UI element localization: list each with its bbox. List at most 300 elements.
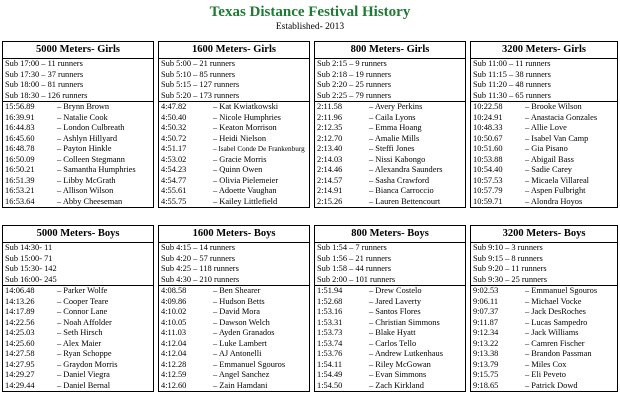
mark-time: 9:11.87	[473, 317, 499, 327]
mark-time: 2:13.40	[317, 144, 343, 153]
top-time-row	[3, 134, 153, 145]
mark-time: 4:47.82	[161, 102, 187, 111]
athlete-name: – Nicole Humphries	[213, 112, 281, 122]
top-time-row	[3, 176, 153, 187]
top-time-row	[315, 297, 465, 308]
mark-time: 10:57.79	[473, 186, 503, 195]
top-time-row	[315, 286, 465, 297]
mark-time: 4:11.03	[161, 328, 187, 337]
athlete-name: – Santos Flores	[369, 307, 421, 316]
athlete-name: – Kailey Littlefield	[213, 196, 278, 206]
sub-threshold-row: Sub 11:00 – 11 runners	[473, 59, 551, 68]
event-title: 5000 Meters- Boys	[3, 226, 153, 243]
mark-time: 1:52.68	[317, 296, 343, 306]
top-time-row	[471, 113, 617, 124]
athlete-name: – Miles Cox	[525, 359, 567, 369]
sub-threshold-row: Sub 17:30 – 37 runners	[5, 69, 84, 79]
top-time-row	[471, 297, 617, 308]
top-times-list	[471, 102, 617, 207]
top-time-row	[159, 307, 309, 318]
event-box-800-meters-girls	[314, 41, 466, 208]
top-time-row	[3, 123, 153, 134]
sub-threshold-row: Sub 11:30 – 65 runners	[473, 90, 551, 100]
athlete-name: – Isabel Van Camp	[525, 133, 589, 143]
sub-threshold-row: Sub 5:10 – 85 runners	[161, 69, 235, 79]
mark-time: 9:02.53	[473, 286, 499, 295]
athlete-name: – Colleen Stegmann	[57, 154, 125, 164]
athlete-name: – Noah Affolder	[57, 317, 112, 327]
top-time-row	[159, 349, 309, 360]
mark-time: 1:53.76	[317, 349, 343, 358]
athlete-name: – Amalie Mills	[369, 133, 420, 143]
athlete-name: – Avery Perkins	[369, 102, 423, 111]
mark-time: 9:13.38	[473, 349, 499, 358]
top-time-row	[315, 134, 465, 145]
mark-time: 4:12.59	[161, 370, 187, 379]
top-time-row	[471, 176, 617, 187]
top-time-row	[3, 307, 153, 318]
top-time-row	[159, 113, 309, 124]
top-time-row	[3, 186, 153, 197]
mark-time: 4:50.32	[161, 123, 187, 132]
top-time-row	[315, 360, 465, 371]
athlete-name: – Samantha Humphries	[57, 165, 136, 174]
athlete-name: – Ryan Schoppe	[57, 349, 112, 358]
mark-time: 16:53.64	[5, 196, 35, 206]
mark-time: 9:13.79	[473, 359, 499, 369]
sub-threshold-row: Sub 15:00- 71	[5, 253, 53, 263]
top-time-row	[315, 123, 465, 134]
top-times-list	[159, 102, 309, 207]
athlete-name: – London Culbreath	[57, 123, 125, 132]
mark-time: 10:57.53	[473, 175, 503, 185]
mark-time: 4:50.72	[161, 133, 187, 143]
top-time-row	[3, 197, 153, 208]
top-time-row	[159, 197, 309, 208]
athlete-name: – Emma Hoang	[369, 123, 422, 132]
mark-time: 4:08.58	[161, 286, 187, 295]
top-time-row	[3, 144, 153, 155]
page-title: Texas Distance Festival History	[209, 4, 411, 20]
athlete-name: – Libby McGrath	[57, 175, 116, 185]
mark-time: 4:12.04	[161, 338, 187, 348]
mark-time: 1:53.16	[317, 307, 343, 316]
top-time-row	[159, 144, 309, 155]
mark-time: 14:06.48	[5, 286, 35, 295]
athlete-name: – Brynn Brown	[57, 102, 110, 111]
mark-time: 14:17.89	[5, 307, 35, 316]
top-time-row	[471, 186, 617, 197]
mark-time: 4:53.02	[161, 154, 187, 164]
mark-time: 16:50.21	[5, 165, 35, 174]
top-times-list	[315, 286, 465, 391]
athlete-name: – Drew Costelo	[369, 286, 422, 295]
mark-time: 9:12.34	[473, 328, 499, 337]
top-time-row	[159, 134, 309, 145]
sub-threshold-row: Sub 11:20 – 48 runners	[473, 80, 551, 89]
mark-time: 4:55.75	[161, 196, 187, 206]
sub-threshold-row: Sub 9:10 – 3 runners	[473, 243, 543, 252]
athlete-name: – Allison Wilson	[57, 186, 114, 195]
athlete-name: – Daniel Bernal	[57, 380, 111, 390]
mark-time: 10:24.91	[473, 112, 503, 122]
mark-time: 14:27.95	[5, 359, 35, 369]
mark-time: 1:53.31	[317, 317, 343, 327]
athlete-name: – Dawson Welch	[213, 317, 270, 327]
sub-threshold-row: Sub 2:15 – 9 runners	[317, 59, 387, 68]
athlete-name: – Kat Kwiatkowski	[213, 102, 279, 111]
sub-threshold-list	[3, 59, 153, 102]
top-time-row	[471, 155, 617, 166]
mark-time: 4:55.61	[161, 186, 187, 195]
mark-time: 4:12.04	[161, 349, 187, 358]
mark-time: 14:13.26	[5, 296, 35, 306]
athlete-name: – Carlos Tello	[369, 338, 417, 348]
mark-time: 14:25.03	[5, 328, 35, 337]
top-time-row	[471, 144, 617, 155]
mark-time: 14:29.27	[5, 370, 35, 379]
athlete-name: – Caila Lyons	[369, 112, 416, 122]
athlete-name: – Allie Love	[525, 123, 567, 132]
top-time-row	[471, 286, 617, 297]
athlete-name: – Graydon Morris	[57, 359, 118, 369]
top-time-row	[315, 155, 465, 166]
top-time-row	[159, 339, 309, 350]
athlete-name: – Brooke Wilson	[525, 102, 582, 111]
top-time-row	[471, 381, 617, 392]
athlete-name: – Parker Wolfe	[57, 286, 108, 295]
top-time-row	[159, 102, 309, 113]
mark-time: 10:48.33	[473, 123, 503, 132]
athlete-name: – Zain Hamdani	[213, 380, 268, 390]
sub-threshold-row: Sub 1:58 – 44 runners	[317, 264, 391, 273]
athlete-name: – Alex Maier	[57, 338, 102, 348]
mark-time: 16:53.21	[5, 186, 35, 195]
athlete-name: – Abby Cheeseman	[57, 196, 123, 206]
top-time-row	[159, 186, 309, 197]
sub-threshold-row: Sub 4:25 – 118 runners	[161, 264, 239, 273]
top-times-list	[471, 286, 617, 391]
top-time-row	[159, 176, 309, 187]
mark-time: 1:53.74	[317, 338, 343, 348]
event-title: 5000 Meters- Girls	[3, 42, 153, 59]
top-time-row	[315, 144, 465, 155]
athlete-name: – Steffi Jones	[369, 144, 415, 153]
sub-threshold-row: Sub 15:30- 142	[5, 264, 57, 273]
top-time-row	[315, 165, 465, 176]
athlete-name: – Brandon Passman	[525, 349, 592, 358]
mark-time: 16:44.83	[5, 123, 35, 132]
mark-time: 4:54.23	[161, 165, 187, 174]
top-times-list	[3, 286, 153, 391]
mark-time: 10:54.40	[473, 165, 503, 174]
mark-time: 2:14.03	[317, 154, 343, 164]
event-title: 1600 Meters- Girls	[159, 42, 309, 59]
athlete-name: – Lauren Bettencourt	[369, 196, 441, 206]
athlete-name: – Cooper Teare	[57, 296, 109, 306]
athlete-name: – Anastacia Gonzales	[525, 112, 598, 122]
top-time-row	[3, 155, 153, 166]
athlete-name: – Alondra Hoyos	[525, 196, 583, 206]
athlete-name: – Hudson Betts	[213, 296, 265, 306]
event-title: 3200 Meters- Boys	[471, 226, 617, 243]
sub-threshold-row: Sub 4:20 – 57 runners	[161, 253, 235, 263]
top-time-row	[3, 102, 153, 113]
top-time-row	[3, 349, 153, 360]
athlete-name: – Keaton Morrison	[213, 123, 277, 132]
mark-time: 9:13.22	[473, 338, 499, 348]
sub-threshold-row: Sub 1:54 – 7 runners	[317, 243, 387, 252]
athlete-name: – Sasha Crawford	[369, 175, 430, 185]
top-time-row	[3, 165, 153, 176]
top-time-row	[315, 328, 465, 339]
mark-time: 16:50.09	[5, 154, 35, 164]
top-time-row	[315, 102, 465, 113]
mark-time: 2:14.91	[317, 186, 343, 195]
sub-threshold-row: Sub 5:15 – 127 runners	[161, 80, 240, 89]
top-time-row	[315, 186, 465, 197]
athlete-name: – Heidi Nielson	[213, 133, 267, 143]
sub-threshold-list	[471, 243, 617, 286]
event-title: 3200 Meters- Girls	[471, 42, 617, 59]
athlete-name: – Natalie Cook	[57, 112, 108, 122]
athlete-name: – Jack DesRoches	[525, 307, 586, 316]
top-time-row	[315, 339, 465, 350]
athlete-name: – Micaela Villareal	[525, 175, 589, 185]
athlete-name: – Seth Hirsch	[57, 328, 103, 337]
top-time-row	[471, 197, 617, 208]
mark-time: 1:54.11	[317, 359, 343, 369]
athlete-name: – Angel Sanchez	[213, 370, 270, 379]
mark-time: 2:14.46	[317, 165, 343, 174]
sub-threshold-row: Sub 5:20 – 173 runners	[161, 90, 240, 100]
athlete-name: – Ben Shearer	[213, 286, 261, 295]
mark-time: 2:14.57	[317, 175, 343, 185]
mark-time: 4:10.05	[161, 317, 187, 327]
top-time-row	[471, 339, 617, 350]
athlete-name: – David Mora	[213, 307, 260, 316]
top-time-row	[471, 360, 617, 371]
athlete-name: – Jared Laverty	[369, 296, 422, 306]
athlete-name: – Emmanuel Sgouros	[525, 286, 598, 295]
top-time-row	[159, 165, 309, 176]
athlete-name: – Patrick Dowd	[525, 380, 578, 390]
mark-time: 1:53.73	[317, 328, 343, 337]
mark-time: 1:51.94	[317, 286, 343, 295]
sub-threshold-row: Sub 16:00- 245	[5, 274, 57, 284]
mark-time: 2:12.35	[317, 123, 343, 132]
event-title: 800 Meters- Girls	[315, 42, 465, 59]
top-time-row	[159, 370, 309, 381]
mark-time: 16:51.39	[5, 175, 35, 185]
top-time-row	[159, 286, 309, 297]
athlete-name: – Andrew Lutkenhaus	[369, 349, 443, 358]
athlete-name: – Abigail Bass	[525, 154, 574, 164]
athlete-name: – Isabel Conde De Frankenburg	[213, 145, 305, 153]
top-time-row	[471, 102, 617, 113]
top-time-row	[3, 370, 153, 381]
mark-time: 2:11.58	[317, 102, 343, 111]
athlete-name: – Olivia Pielemeier	[213, 175, 279, 185]
top-time-row	[3, 360, 153, 371]
sub-threshold-row: Sub 14:30- 11	[5, 243, 53, 252]
top-time-row	[159, 155, 309, 166]
top-times-list	[159, 286, 309, 391]
top-time-row	[159, 123, 309, 134]
athlete-name: – Ayden Granados	[213, 328, 275, 337]
top-time-row	[3, 381, 153, 392]
athlete-name: – Blake Hyatt	[369, 328, 416, 337]
event-box-3200-meters-girls	[470, 41, 618, 208]
athlete-name: – Riley McGowan	[369, 359, 431, 369]
event-box-800-meters-boys	[314, 225, 466, 392]
mark-time: 1:54.49	[317, 370, 343, 379]
mark-time: 1:54.50	[317, 380, 343, 390]
athlete-name: – Ashlyn Hillyard	[57, 133, 118, 143]
athlete-name: – Aspen Fulbright	[525, 186, 586, 195]
mark-time: 9:18.65	[473, 380, 499, 390]
sub-threshold-row: Sub 2:20 – 25 runners	[317, 80, 391, 89]
mark-time: 10:22.58	[473, 102, 503, 111]
mark-time: 15:56.89	[5, 102, 35, 111]
athlete-name: – Jack Williams	[525, 328, 579, 337]
top-time-row	[159, 297, 309, 308]
sub-threshold-list	[3, 243, 153, 286]
top-time-row	[159, 318, 309, 329]
athlete-name: – Nissi Kabongo	[369, 154, 426, 164]
sub-threshold-list	[315, 59, 465, 102]
top-time-row	[315, 370, 465, 381]
top-time-row	[159, 328, 309, 339]
page-subtitle: Established- 2013	[275, 22, 345, 32]
event-title: 1600 Meters- Boys	[159, 226, 309, 243]
sub-threshold-row: Sub 17:00 – 11 runners	[5, 59, 83, 68]
sub-threshold-row: Sub 4:15 – 14 runners	[161, 243, 235, 252]
athlete-name: – Adoette Vaughan	[213, 186, 277, 195]
athlete-name: – Evan Simmons	[369, 370, 427, 379]
event-box-5000-meters-girls	[2, 41, 154, 208]
sub-threshold-row: Sub 2:18 – 19 runners	[317, 69, 391, 79]
athlete-name: – Sadie Carey	[525, 165, 572, 174]
sub-threshold-row: Sub 2:25 – 79 runners	[317, 90, 391, 100]
top-time-row	[471, 123, 617, 134]
top-time-row	[159, 360, 309, 371]
sub-threshold-row: Sub 18:30 – 126 runners	[5, 90, 88, 100]
sub-threshold-row: Sub 11:15 – 38 runners	[473, 69, 551, 79]
sub-threshold-row: Sub 1:56 – 21 runners	[317, 253, 391, 263]
mark-time: 4:51.17	[161, 144, 187, 153]
top-time-row	[471, 165, 617, 176]
sub-threshold-list	[159, 59, 309, 102]
mark-time: 4:54.77	[161, 175, 187, 185]
event-title: 800 Meters- Boys	[315, 226, 465, 243]
sub-threshold-list	[315, 243, 465, 286]
mark-time: 10:50.67	[473, 133, 503, 143]
top-times-list	[3, 102, 153, 207]
sub-threshold-row: Sub 18:00 – 81 runners	[5, 80, 84, 89]
mark-time: 14:27.58	[5, 349, 35, 358]
top-time-row	[315, 349, 465, 360]
top-time-row	[3, 113, 153, 124]
athlete-name: – Eli Peveto	[525, 370, 566, 379]
sub-threshold-row: Sub 4:30 – 210 runners	[161, 274, 240, 284]
top-time-row	[471, 328, 617, 339]
sub-threshold-row: Sub 9:15 – 8 runners	[473, 253, 543, 263]
top-time-row	[471, 307, 617, 318]
top-time-row	[471, 370, 617, 381]
sub-threshold-list	[159, 243, 309, 286]
mark-time: 10:59.71	[473, 196, 503, 206]
athlete-name: – Zach Kirkland	[369, 380, 424, 390]
event-box-1600-meters-girls	[158, 41, 310, 208]
athlete-name: – Daniel Viegra	[57, 370, 110, 379]
top-time-row	[315, 113, 465, 124]
top-time-row	[315, 176, 465, 187]
mark-time: 14:29.44	[5, 380, 35, 390]
mark-time: 2:11.96	[317, 112, 343, 122]
mark-time: 4:50.40	[161, 112, 187, 122]
athlete-name: – Michael Vocke	[525, 296, 582, 306]
athlete-name: – Christian Simmons	[369, 317, 440, 327]
athlete-name: – Quinn Owen	[213, 165, 263, 174]
mark-time: 14:22.56	[5, 317, 35, 327]
mark-time: 2:12.70	[317, 133, 343, 143]
mark-time: 16:48.78	[5, 144, 35, 153]
athlete-name: – Emmanuel Sgouros	[213, 359, 286, 369]
mark-time: 4:10.02	[161, 307, 187, 316]
top-times-list	[315, 102, 465, 207]
sub-threshold-row: Sub 5:00 – 21 runners	[161, 59, 235, 68]
mark-time: 9:06.11	[473, 296, 499, 306]
athlete-name: – AJ Antonelli	[213, 349, 262, 358]
top-time-row	[315, 318, 465, 329]
sub-threshold-row: Sub 9:30 – 25 runners	[473, 274, 547, 284]
athlete-name: – Payton Hinkle	[57, 144, 112, 153]
mark-time: 4:09.86	[161, 296, 187, 306]
mark-time: 2:15.26	[317, 196, 343, 206]
mark-time: 9:07.37	[473, 307, 499, 316]
athlete-name: – Lucas Sampedro	[525, 317, 588, 327]
mark-time: 16:45.60	[5, 133, 35, 143]
mark-time: 16:39.91	[5, 112, 35, 122]
top-time-row	[3, 339, 153, 350]
sub-threshold-row: Sub 9:20 – 11 runners	[473, 264, 547, 273]
top-time-row	[3, 297, 153, 308]
mark-time: 14:25.60	[5, 338, 35, 348]
top-time-row	[471, 349, 617, 360]
mark-time: 10:51.60	[473, 144, 503, 153]
event-box-5000-meters-boys	[2, 225, 154, 392]
mark-time: 4:12.60	[161, 380, 187, 390]
top-time-row	[3, 286, 153, 297]
top-time-row	[3, 318, 153, 329]
top-time-row	[471, 134, 617, 145]
athlete-name: – Camren Fischer	[525, 338, 585, 348]
athlete-name: – Gracie Morris	[213, 154, 267, 164]
top-time-row	[159, 381, 309, 392]
athlete-name: – Bianca Carroccio	[369, 186, 434, 195]
mark-time: 9:15.75	[473, 370, 499, 379]
top-time-row	[471, 318, 617, 329]
sub-threshold-list	[471, 59, 617, 102]
top-time-row	[315, 307, 465, 318]
athlete-name: – Gia Pisano	[525, 144, 568, 153]
top-time-row	[315, 381, 465, 392]
top-time-row	[315, 197, 465, 208]
mark-time: 10:53.88	[473, 154, 503, 164]
mark-time: 4:12.28	[161, 359, 187, 369]
event-box-1600-meters-boys	[158, 225, 310, 392]
